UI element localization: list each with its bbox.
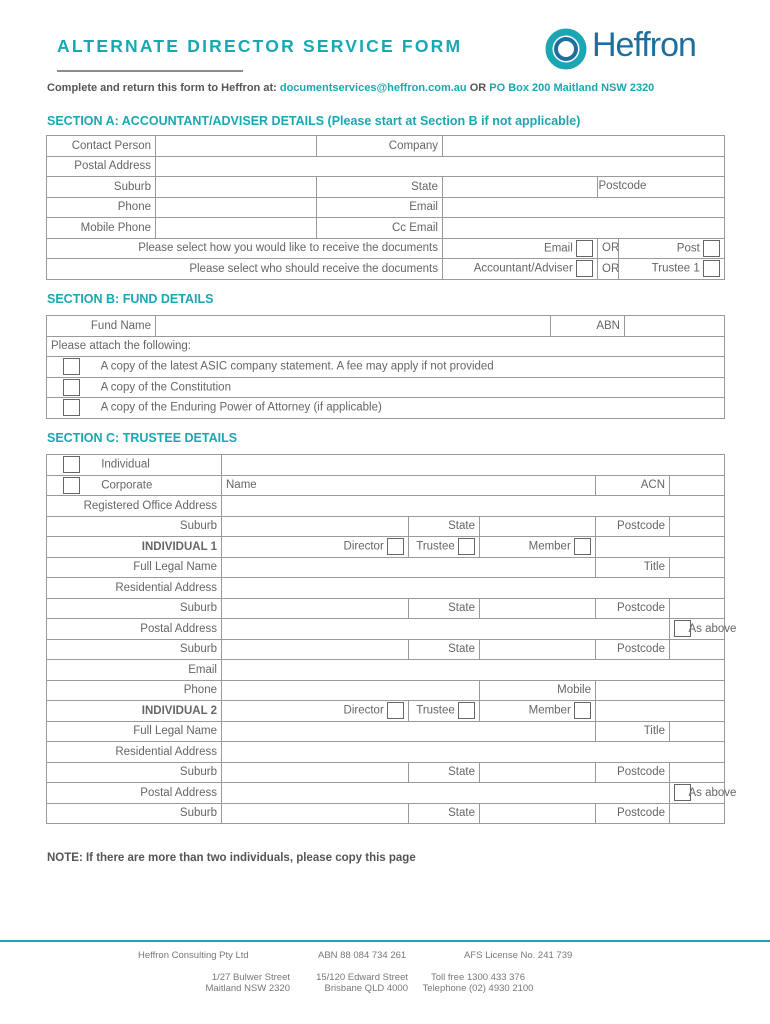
receive-post-option: [619, 238, 725, 259]
ind2-director-label: Director: [343, 704, 384, 717]
receive-email-label: Email: [544, 242, 573, 255]
individual-1-heading: INDIVIDUAL 1: [47, 537, 222, 558]
ind2-trustee-label: Trustee: [416, 704, 455, 717]
footer-tollfree: Toll free 1300 433 376: [430, 972, 526, 983]
ind2-post-postcode-input[interactable]: [670, 803, 725, 824]
attach-item: [47, 398, 725, 419]
footer-afs: AFS License No. 241 739: [464, 950, 573, 961]
receive-email-checkbox[interactable]: [576, 240, 593, 257]
abn-label: ABN: [551, 316, 625, 337]
corporate-name-field[interactable]: [222, 475, 596, 496]
section-c-heading: SECTION C: TRUSTEE DETAILS: [47, 431, 238, 445]
fund-name-input[interactable]: [156, 316, 551, 337]
receive-post-label: Post: [676, 242, 700, 255]
postcode-label: Postcode: [598, 180, 647, 192]
footer-telephone: Telephone (02) 4930 2100: [422, 983, 534, 994]
ind1-postal-label: Postal Address: [47, 619, 222, 640]
state-label: State: [317, 177, 443, 198]
note-text: NOTE: If there are more than two individuals, please copy this page: [47, 852, 416, 864]
state-input[interactable]: [443, 177, 598, 198]
attach-constitution-label: A copy of the Constitution: [100, 381, 231, 394]
individual-label: Individual: [101, 458, 150, 471]
ind1-postal-input[interactable]: [222, 619, 670, 640]
footer-address-2: [312, 972, 408, 994]
attach-item: [47, 357, 725, 378]
ind2-post-suburb-input[interactable]: [222, 803, 409, 824]
ind2-res-postcode-label: Postcode: [596, 762, 670, 783]
receive-trustee-option: [619, 259, 725, 280]
ind2-as-above-label: As above: [685, 783, 725, 804]
receive-trustee-checkbox[interactable]: [703, 260, 720, 277]
ind1-res-state-input[interactable]: [480, 598, 596, 619]
footer-divider: [0, 940, 770, 942]
ind2-residential-label: Residential Address: [47, 742, 222, 763]
ind2-res-state-label: State: [409, 762, 480, 783]
acn-label: ACN: [596, 475, 670, 496]
email-label: Email: [317, 197, 443, 218]
phone-input[interactable]: [156, 197, 317, 218]
footer-phones: [420, 972, 536, 994]
corporate-option: [47, 475, 222, 496]
registered-office-input[interactable]: [222, 496, 725, 517]
reg-state-label: State: [409, 516, 480, 537]
ind2-director-checkbox[interactable]: [387, 702, 404, 719]
ind2-res-suburb-input[interactable]: [222, 762, 409, 783]
attach-item: [47, 377, 725, 398]
title-underline: [57, 70, 243, 72]
postal-address-label: Postal Address: [47, 156, 156, 177]
receive-accountant-checkbox[interactable]: [576, 260, 593, 277]
ind1-phone-input[interactable]: [222, 680, 480, 701]
ind2-post-suburb-label: Suburb: [47, 803, 222, 824]
registered-office-label: Registered Office Address: [47, 496, 222, 517]
section-a-table: [46, 135, 725, 280]
ind2-trustee-option: [409, 701, 480, 722]
ind1-as-above-label: As above: [685, 619, 725, 640]
contact-or: OR: [469, 82, 487, 94]
company-input[interactable]: [443, 136, 725, 157]
footer-address-1-line2: Maitland NSW 2320: [205, 983, 290, 994]
receive-trustee-label: Trustee 1: [651, 262, 700, 275]
footer-company: Heffron Consulting Pty Ltd: [138, 950, 249, 961]
section-a-heading: SECTION A: ACCOUNTANT/ADVISER DETAILS (Please start at Section B if not applicable): [47, 114, 581, 128]
footer-address-1: [200, 972, 290, 994]
cc-email-input[interactable]: [443, 218, 725, 239]
individual-checkbox[interactable]: [63, 456, 80, 473]
suburb-label: Suburb: [47, 177, 156, 198]
reg-postcode-input[interactable]: [670, 516, 725, 537]
ind2-trustee-checkbox[interactable]: [458, 702, 475, 719]
ind2-post-state-label: State: [409, 803, 480, 824]
ind1-member-option: [480, 537, 596, 558]
attach-epoa-label: A copy of the Enduring Power of Attorney (if applicable): [100, 401, 382, 414]
ind1-trustee-option: [409, 537, 480, 558]
form-title: ALTERNATE DIRECTOR SERVICE FORM: [57, 36, 463, 56]
email-input[interactable]: [443, 197, 725, 218]
name-label: Name: [226, 479, 257, 492]
ind1-director-option: [222, 537, 409, 558]
ind1-res-state-label: State: [409, 598, 480, 619]
ind1-res-suburb-label: Suburb: [47, 598, 222, 619]
ind2-res-suburb-label: Suburb: [47, 762, 222, 783]
ind2-member-label: Member: [528, 704, 571, 717]
ind1-res-postcode-label: Postcode: [596, 598, 670, 619]
ind1-post-suburb-input[interactable]: [222, 639, 409, 660]
contact-person-input[interactable]: [156, 136, 317, 157]
ind1-res-suburb-input[interactable]: [222, 598, 409, 619]
section-b-table: [46, 315, 725, 419]
ind1-full-name-label: Full Legal Name: [47, 557, 222, 578]
ind1-mobile-label: Mobile: [480, 680, 596, 701]
postal-address-input[interactable]: [156, 156, 725, 177]
ind1-trustee-checkbox[interactable]: [458, 538, 475, 555]
ind2-postal-label: Postal Address: [47, 783, 222, 804]
reg-postcode-label: Postcode: [596, 516, 670, 537]
ind2-member-checkbox[interactable]: [574, 702, 591, 719]
ind2-post-state-input[interactable]: [480, 803, 596, 824]
reg-suburb-input[interactable]: [222, 516, 409, 537]
attach-asic-checkbox[interactable]: [63, 358, 80, 375]
ind1-res-postcode-input[interactable]: [670, 598, 725, 619]
receive-who-or-label: OR: [598, 259, 619, 280]
ind2-postal-input[interactable]: [222, 783, 670, 804]
heffron-logo-icon: [545, 28, 591, 70]
section-c-table: [46, 454, 737, 824]
individual-2-heading: INDIVIDUAL 2: [47, 701, 222, 722]
ind2-title-label: Title: [596, 721, 670, 742]
attach-epoa-checkbox[interactable]: [63, 399, 80, 416]
suburb-input[interactable]: [156, 177, 317, 198]
receive-how-label: Please select how you would like to receive the documents: [47, 238, 443, 259]
acn-input[interactable]: [670, 475, 725, 496]
attach-label: Please attach the following:: [47, 336, 725, 357]
footer-address-2-line1: 15/120 Edward Street: [316, 972, 408, 983]
fund-name-label: Fund Name: [47, 316, 156, 337]
receive-accountant-label: Accountant/Adviser: [473, 262, 573, 275]
attach-asic-label: A copy of the latest ASIC company statement. A fee may apply if not provided: [100, 360, 494, 373]
ind2-full-name-label: Full Legal Name: [47, 721, 222, 742]
contact-po-box: PO Box 200 Maitland NSW 2320: [489, 82, 655, 94]
ind2-full-name-input[interactable]: [222, 721, 596, 742]
receive-post-checkbox[interactable]: [703, 240, 720, 257]
ind2-res-postcode-input[interactable]: [670, 762, 725, 783]
ind1-post-state-input[interactable]: [480, 639, 596, 660]
reg-state-input[interactable]: [480, 516, 596, 537]
abn-input[interactable]: [625, 316, 725, 337]
attach-constitution-checkbox[interactable]: [63, 379, 80, 396]
ind1-residential-input[interactable]: [222, 578, 725, 599]
contact-person-label: Contact Person: [47, 136, 156, 157]
ind1-post-postcode-label: Postcode: [596, 639, 670, 660]
footer-address-2-line2: Brisbane QLD 4000: [324, 983, 408, 994]
footer-address-1-line1: 1/27 Bulwer Street: [211, 972, 290, 983]
ind2-post-postcode-label: Postcode: [596, 803, 670, 824]
phone-label: Phone: [47, 197, 156, 218]
ind1-email-input[interactable]: [222, 660, 725, 681]
ind1-phone-label: Phone: [47, 680, 222, 701]
ind1-director-label: Director: [343, 540, 384, 553]
ind1-residential-label: Residential Address: [47, 578, 222, 599]
ind1-post-postcode-input[interactable]: [670, 639, 725, 660]
contact-email[interactable]: documentservices@heffron.com.au: [279, 82, 467, 94]
ind2-residential-input[interactable]: [222, 742, 725, 763]
ind1-post-state-label: State: [409, 639, 480, 660]
ind2-title-input[interactable]: [670, 721, 725, 742]
ind1-post-suburb-label: Suburb: [47, 639, 222, 660]
ind1-full-name-input[interactable]: [222, 557, 596, 578]
ind1-member-label: Member: [528, 540, 571, 553]
ind1-title-label: Title: [596, 557, 670, 578]
section-b-heading: SECTION B: FUND DETAILS: [47, 292, 214, 306]
individual-option: [47, 455, 222, 476]
contact-line: [47, 82, 654, 94]
receive-or-label: OR: [598, 238, 619, 259]
reg-suburb-label: Suburb: [47, 516, 222, 537]
mobile-phone-input[interactable]: [156, 218, 317, 239]
corporate-checkbox[interactable]: [63, 477, 80, 494]
contact-prefix: Complete and return this form to Heffron at:: [47, 82, 277, 94]
ind1-mobile-input[interactable]: [596, 680, 725, 701]
ind1-trustee-label: Trustee: [416, 540, 455, 553]
ind2-director-option: [222, 701, 409, 722]
ind2-member-option: [480, 701, 596, 722]
ind2-res-state-input[interactable]: [480, 762, 596, 783]
ind1-title-input[interactable]: [670, 557, 725, 578]
receive-who-label: Please select who should receive the documents: [47, 259, 443, 280]
ind1-director-checkbox[interactable]: [387, 538, 404, 555]
cc-email-label: Cc Email: [317, 218, 443, 239]
company-label: Company: [317, 136, 443, 157]
ind1-member-checkbox[interactable]: [574, 538, 591, 555]
receive-email-option: [443, 238, 598, 259]
receive-accountant-option: [443, 259, 598, 280]
footer-abn: ABN 88 084 734 261: [318, 950, 407, 961]
ind1-email-label: Email: [47, 660, 222, 681]
logo-text: Heffron: [592, 26, 696, 64]
corporate-label: Corporate: [101, 479, 153, 492]
mobile-phone-label: Mobile Phone: [47, 218, 156, 239]
